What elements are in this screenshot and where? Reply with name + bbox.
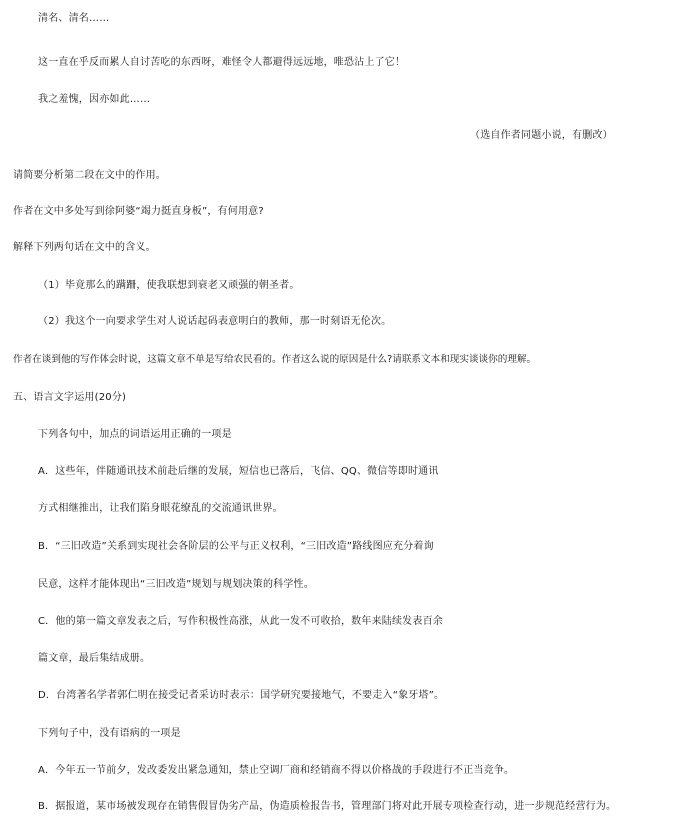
option-b-2: B．据报道，某市场被发现存在销售假冒伪劣产品，伪造质检报告书，管理部门将对此开展专项检查行动，进一步规范经营行为。 bbox=[38, 801, 617, 812]
option-c-line-2: 篇文章，最后集结成册。 bbox=[38, 653, 151, 664]
sub-question-1: （1）毕竟那么的蹒跚，使我联想到衰老又顽强的朝圣者。 bbox=[38, 280, 300, 291]
text-line-2: 这一直在乎反而累人自讨苦吃的东西呀，难怪令人都避得远远地，唯恐沾上了它！ bbox=[38, 57, 406, 68]
option-a-line-2: 方式相继推出，让我们陷身眼花缭乱的交流通讯世界。 bbox=[38, 503, 283, 514]
option-b-line-2: 民意，这样才能体现出“三旧改造”规划与规划决策的科学性。 bbox=[38, 579, 314, 590]
source-attribution: （选自作者同题小说，有删改） bbox=[470, 130, 613, 141]
option-b-line-1: B．“三旧改造”关系到实现社会各阶层的公平与正义权利，“三旧改造”路线图应充分着询 bbox=[38, 541, 434, 552]
option-a-line-1: A．这些年，伴随通讯技术前赴后继的发展，短信也已落后，飞信、QQ、微信等即时通讯 bbox=[38, 466, 439, 477]
text-line-3: 我之羞愧，因亦如此…… bbox=[38, 94, 151, 105]
option-d: D．台湾著名学者郭仁明在接受记者采访时表示：国学研究要接地气，不要走入“象牙塔”。 bbox=[38, 690, 445, 701]
question-3: 解释下列两句话在文中的含义。 bbox=[13, 242, 156, 253]
question-stem-2: 下列句子中，没有语病的一项是 bbox=[38, 728, 181, 739]
question-stem-1: 下列各句中，加点的词语运用正确的一项是 bbox=[38, 429, 232, 440]
text-line-1: 清名、清名…… bbox=[38, 13, 110, 24]
question-4: 作者在谈到他的写作体会时说，这篇文章不单是写给农民看的。作者这么说的原因是什么?请联系文本和现实谈谈你的理解。 bbox=[13, 354, 537, 365]
option-c-line-1: C．他的第一篇文章发表之后，写作积极性高涨，从此一发不可收拾，数年来陆续发表百余 bbox=[38, 616, 443, 627]
question-2: 作者在文中多处写到徐阿婆“竭力挺直身板”，有何用意? bbox=[13, 206, 264, 217]
sub-question-2: （2）我这个一向要求学生对人说话起码表意明白的教师，那一时刻语无伦次。 bbox=[38, 316, 392, 327]
option-a-2: A．今年五一节前夕，发改委发出紧急通知，禁止空调厂商和经销商不得以价格战的手段进行不正当竞争。 bbox=[38, 765, 515, 776]
section-heading: 五、语言文字运用(20分) bbox=[13, 392, 127, 403]
question-1: 请简要分析第二段在文中的作用。 bbox=[13, 170, 166, 181]
